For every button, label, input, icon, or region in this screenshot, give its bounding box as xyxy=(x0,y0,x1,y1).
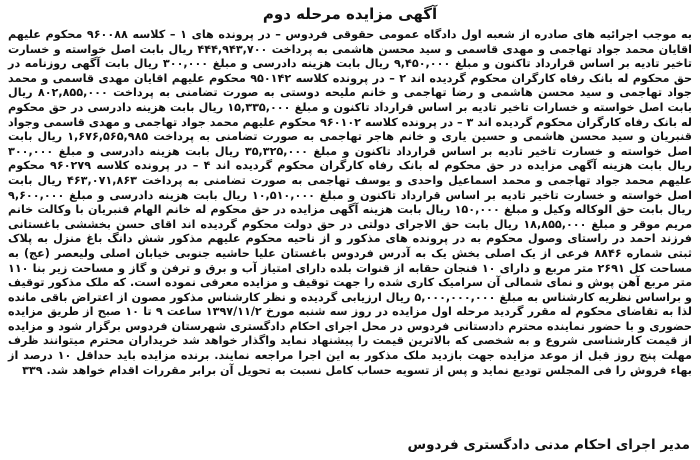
notice-body: به موجب اجرائیه های صادره از شعبه اول دادگاه عمومی حقوقی فردوس – در پرونده های ۱ – کلاسه ۹۶۰۰۸۸ محکوم علیهم اقایان محمد جواد تهاجمی و مهدی قاسمی و سید محسن هاشمی به پرداخت ۴۴۴,۹۴۳,۷۰۰ ریال بابت اصل خواسته و خسارت تاخیر تادیه بر اساس قرارداد تاکنون و مبلغ ۹,۴۵۰,۰۰۰ ریال بابت هزینه دادرسی و مبلغ ۳۰۰,۰۰۰ ریال بابت آگهی روزنامه در حق محکوم له بانک رفاه کارگران محکوم گردیده اند ۲ – در پرونده کلاسه ۹۵۰۱۴۲ محکوم علیهم اقایان مهدی قاسمی و محمد جواد تهاجمی و سید محسن هاشمی و رضا تهاجمی و خانم ملیحه دوستی به صورت تضامنی به پرداخت ۸۰۲,۸۵۵,۰۰۰ ریال بابت اصل خواسته و خسارات تاخیر تادیه بر اساس قرارداد تاکنون و مبلغ ۱۵,۳۳۵,۰۰۰ ریال بابت هزینه دادرسی در حق محکوم له بانک رفاه کارگران محکوم گردیده اند ۳ – در پرونده کلاسه ۹۶۰۱۰۲ محکوم علیهم محمد جواد تهاجمی و مهدی قاسمی وجواد قنبریان و سید محسن هاشمی و حسین یاری و خانم هاجر تهاجمی به صورت تضامنی به پرداخت ۱,۶۷۶,۵۶۵,۹۸۵ ریال بابت اصل خواسته و خسارت تاخیر تادیه بر اساس قرارداد تاکنون و مبلغ ۳۵,۳۲۵,۰۰۰ ریال بابت هزینه دادرسی و مبلغ ۳۰۰,۰۰۰ ریال بابت هزینه آگهی مزایده در حق محکوم له بانک رفاه کارگران محکوم گردیده اند ۴ – در پرونده کلاسه ۹۶۰۲۷۹ محکوم علیهم محمد جواد تهاجمی و محمد اسماعیل واحدی و یوسف تهاجمی به صورت تضامنی به پرداخت ۴۶۳,۰۷۱,۸۶۳ ریال بابت اصل خواسته و خسارت تاخیر تادیه بر اساس قرارداد تاکنون و مبلغ ۱۰,۵۱۰,۰۰۰ ریال بابت هزینه دادرسی و مبلغ ۹,۶۰۰,۰۰۰ ریال بابت حق الوکاله وکیل و مبلغ ۱۵۰,۰۰۰ ریال بابت هزینه آگهی مزایده در حق محکوم له خانم الهام قنبریان با وکالت خانم مریم موقر و مبلغ ۱۸,۸۵۵,۰۰۰ ریال بابت حق الاجرای دولتی در حق دولت محکوم گردیده اند اقای حسن بخششی باغستانی فرزند احمد در راستای وصول محکوم به در پرونده های مذکور و از ناحیه محکوم علیهم مذکور شش دانگ باغ منزل به پلاک ثبتی شماره ۸۸۴۶ فرعی از یک اصلی بخش یک به آدرس فردوس باغستان علیا حاشیه جنوبی خیابان اصلی ولیعصر (عج) به مساحت کل ۲۶۹۱ متر مربع و دارای ۱۰ فنجان حقابه از قنوات بلده دارای امتیاز آب و برق و ترفن و گاز و مساحت زیر بنا ۱۱۰ متر مربع آهن پوش و نمای شمالی آن سرامیک کاری شده را جهت توقیف و مزایده معرفی نموده است. که ملک مذکور توقیف و براساس نظریه کارشناس به مبلغ ۵,۰۰۰,۰۰۰,۰۰۰ ریال ارزیابی گردیده و نظر کارشناس مذکور مصون از اعتراض باقی مانده لذا به تقاضای محکوم له مقرر گردید مرحله اول مزایده در روز سه شنبه مورخ ۱۳۹۷/۱۱/۲ ساعت ۹ تا ۱۰ صبح از طریق مزایده حضوری و با حضور نماینده محترم دادستانی فردوس در محل اجرای احکام دادگستری شهرستان فردوس برگزار شود و مزایده از قیمت کارشناسی شروع و به شخصی که بالاترین قیمت را پیشنهاد نماید واگذار خواهد شد خریداران محترم میتوانند ظرف مهلت پنج روز قبل از موعد مزایده جهت بازدید ملک مذکور به این اجرا مراجعه نمایند. برنده مزایده باید حداقل ۱۰ درصد از بهاء فروش را فی المجلس تودیع نماید و پس از تسویه حساب کامل نسبت به تحویل آن برابر مقررات اقدام خواهد شد. ۳۳۹ xyxy=(8,28,693,377)
notice-title: آگهی مزایده مرحله دوم xyxy=(262,5,438,23)
notice-signature: مدیر اجرای احکام مدنی دادگستری فردوس xyxy=(407,437,690,453)
